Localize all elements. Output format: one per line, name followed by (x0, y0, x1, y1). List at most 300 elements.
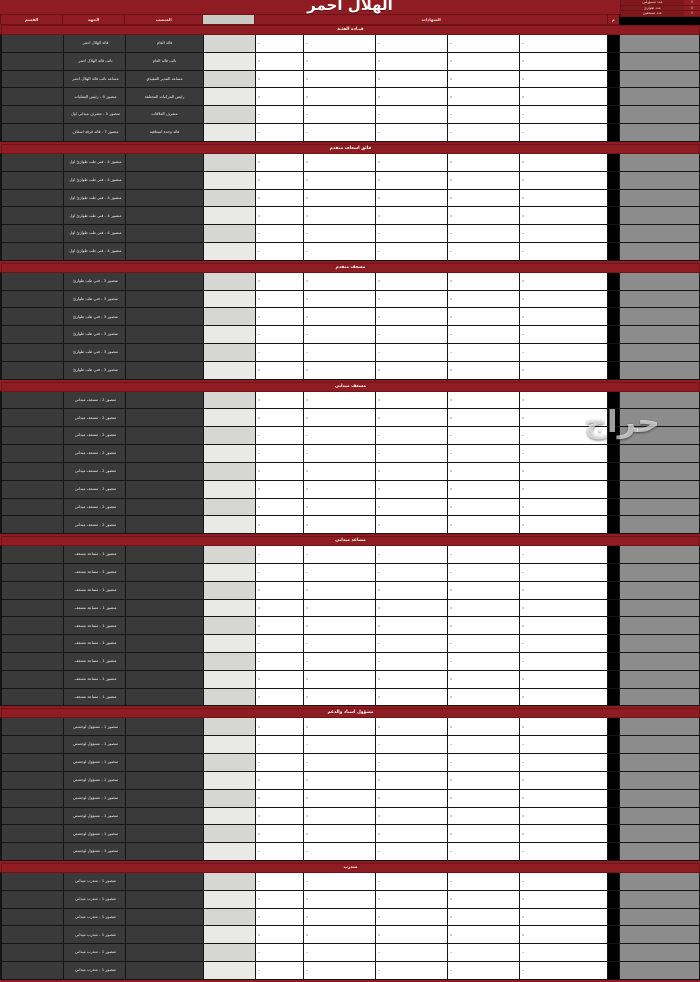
position-cell[interactable] (126, 189, 204, 207)
certificate-cell[interactable] (448, 926, 520, 944)
table-row[interactable] (1, 962, 700, 980)
dept-cell[interactable] (1, 498, 63, 516)
certificate-cell[interactable] (376, 391, 448, 409)
national-id-cell[interactable] (620, 361, 700, 379)
unit-cell[interactable]: منصور 4 - فني طب طوارئ اول (64, 153, 126, 171)
position-cell[interactable] (126, 563, 204, 581)
unit-cell[interactable]: منصور 4 - فني طب طوارئ اول (64, 189, 126, 207)
name-cell[interactable] (204, 70, 256, 88)
table-row[interactable] (1, 718, 700, 736)
national-id-cell[interactable] (620, 290, 700, 308)
table-row[interactable] (1, 445, 700, 463)
badge-cell[interactable] (608, 635, 620, 653)
certificate-cell[interactable] (304, 272, 376, 290)
certificate-cell[interactable] (256, 754, 304, 772)
badge-cell[interactable] (608, 771, 620, 789)
certificate-cell[interactable] (376, 427, 448, 445)
dept-cell[interactable] (1, 480, 63, 498)
certificate-cell[interactable] (376, 326, 448, 344)
certificate-cell[interactable] (520, 843, 608, 861)
certificate-cell[interactable] (448, 427, 520, 445)
certificate-cell[interactable] (256, 516, 304, 534)
certificate-cell[interactable] (520, 962, 608, 980)
national-id-cell[interactable] (620, 480, 700, 498)
certificate-cell[interactable] (448, 290, 520, 308)
name-cell[interactable] (204, 189, 256, 207)
certificate-cell[interactable] (448, 409, 520, 427)
certificate-cell[interactable] (376, 225, 448, 243)
unit-cell[interactable]: منصور 2 - مسعف ميداني (64, 498, 126, 516)
table-row[interactable] (1, 563, 700, 581)
certificate-cell[interactable] (520, 326, 608, 344)
name-cell[interactable] (204, 789, 256, 807)
certificate-cell[interactable] (304, 825, 376, 843)
badge-cell[interactable] (608, 290, 620, 308)
certificate-cell[interactable] (304, 944, 376, 962)
certificate-cell[interactable] (376, 617, 448, 635)
name-cell[interactable] (204, 272, 256, 290)
certificate-cell[interactable] (520, 124, 608, 142)
badge-cell[interactable] (608, 718, 620, 736)
badge-cell[interactable] (608, 153, 620, 171)
certificate-cell[interactable] (448, 807, 520, 825)
unit-cell[interactable]: قائد الهلال احمر (64, 35, 126, 53)
national-id-cell[interactable] (620, 106, 700, 124)
table-row[interactable] (1, 890, 700, 908)
table-row[interactable] (1, 825, 700, 843)
dept-cell[interactable] (1, 290, 63, 308)
name-cell[interactable] (204, 944, 256, 962)
name-cell[interactable] (204, 462, 256, 480)
certificate-cell[interactable] (376, 344, 448, 362)
certificate-cell[interactable] (520, 462, 608, 480)
national-id-cell[interactable] (620, 872, 700, 890)
name-cell[interactable] (204, 344, 256, 362)
table-row[interactable] (1, 599, 700, 617)
name-cell[interactable] (204, 52, 256, 70)
table-row[interactable] (1, 635, 700, 653)
certificate-cell[interactable] (448, 153, 520, 171)
unit-cell[interactable]: منصور 5 - مشرف ميداني اول (64, 106, 126, 124)
national-id-cell[interactable] (620, 908, 700, 926)
position-cell[interactable] (126, 581, 204, 599)
position-cell[interactable] (126, 908, 204, 926)
dept-cell[interactable] (1, 171, 63, 189)
national-id-cell[interactable] (620, 789, 700, 807)
table-row[interactable] (1, 462, 700, 480)
name-cell[interactable] (204, 962, 256, 980)
position-cell[interactable]: مشرف العلاقات (126, 106, 204, 124)
table-row[interactable] (1, 807, 700, 825)
certificate-cell[interactable] (448, 344, 520, 362)
certificate-cell[interactable] (256, 242, 304, 260)
table-row[interactable] (1, 427, 700, 445)
name-cell[interactable] (204, 445, 256, 463)
certificate-cell[interactable] (520, 225, 608, 243)
certificate-cell[interactable] (376, 290, 448, 308)
certificate-cell[interactable] (304, 344, 376, 362)
name-cell[interactable] (204, 242, 256, 260)
certificate-cell[interactable] (256, 409, 304, 427)
certificate-cell[interactable] (520, 171, 608, 189)
dept-cell[interactable] (1, 272, 63, 290)
table-row[interactable] (1, 688, 700, 706)
unit-cell[interactable]: منصور 1 - مساعد مسعف (64, 653, 126, 671)
dept-cell[interactable] (1, 581, 63, 599)
dept-cell[interactable] (1, 890, 63, 908)
national-id-cell[interactable] (620, 843, 700, 861)
certificate-cell[interactable] (448, 825, 520, 843)
certificate-cell[interactable] (376, 308, 448, 326)
certificate-cell[interactable] (448, 581, 520, 599)
certificate-cell[interactable] (520, 35, 608, 53)
certificate-cell[interactable] (256, 171, 304, 189)
certificate-cell[interactable] (376, 563, 448, 581)
certificate-cell[interactable] (304, 88, 376, 106)
position-cell[interactable] (126, 516, 204, 534)
certificate-cell[interactable] (256, 153, 304, 171)
unit-cell[interactable]: منصور 1 - مسؤول لوجستي (64, 736, 126, 754)
dept-cell[interactable] (2, 825, 64, 843)
dept-cell[interactable] (1, 653, 63, 671)
unit-cell[interactable]: منصور 1 - مسؤول لوجستي (64, 789, 126, 807)
certificate-cell[interactable] (304, 171, 376, 189)
certificate-cell[interactable] (376, 88, 448, 106)
certificate-cell[interactable] (256, 789, 304, 807)
position-cell[interactable] (126, 872, 204, 890)
certificate-cell[interactable] (520, 516, 608, 534)
dept-cell[interactable] (1, 189, 63, 207)
national-id-cell[interactable] (620, 771, 700, 789)
position-cell[interactable]: مساعد المدير التنفيذي (126, 70, 204, 88)
national-id-cell[interactable] (620, 409, 700, 427)
unit-cell[interactable]: مساعد نائب قائد الهلال احمر (64, 70, 126, 88)
badge-cell[interactable] (608, 225, 620, 243)
certificate-cell[interactable] (376, 498, 448, 516)
name-cell[interactable] (204, 171, 256, 189)
name-cell[interactable] (204, 563, 256, 581)
table-row[interactable] (1, 272, 700, 290)
certificate-cell[interactable] (376, 754, 448, 772)
certificate-cell[interactable] (304, 617, 376, 635)
unit-cell[interactable]: منصور 2 - مسعف ميداني (64, 462, 126, 480)
certificate-cell[interactable] (304, 718, 376, 736)
certificate-cell[interactable] (520, 908, 608, 926)
unit-cell[interactable]: منصور 4 - فني طب طوارئ اول (64, 207, 126, 225)
certificate-cell[interactable] (256, 225, 304, 243)
unit-cell[interactable]: منصور 1 - مساعد مسعف (64, 546, 126, 564)
national-id-cell[interactable] (620, 326, 700, 344)
certificate-cell[interactable] (448, 688, 520, 706)
certificate-cell[interactable] (376, 52, 448, 70)
position-cell[interactable] (126, 688, 204, 706)
table-row[interactable] (1, 391, 700, 409)
certificate-cell[interactable] (304, 308, 376, 326)
badge-cell[interactable] (608, 409, 620, 427)
national-id-cell[interactable] (620, 635, 700, 653)
table-row[interactable] (1, 843, 700, 861)
position-cell[interactable] (126, 771, 204, 789)
unit-cell[interactable]: منصور 1 - متدرب ميداني (64, 944, 126, 962)
national-id-cell[interactable] (620, 736, 700, 754)
certificate-cell[interactable] (376, 445, 448, 463)
certificate-cell[interactable] (520, 498, 608, 516)
certificate-cell[interactable] (448, 516, 520, 534)
table-row[interactable] (1, 326, 700, 344)
certificate-cell[interactable] (256, 361, 304, 379)
certificate-cell[interactable] (376, 516, 448, 534)
badge-cell[interactable] (608, 344, 620, 362)
table-row[interactable] (1, 153, 700, 171)
certificate-cell[interactable] (376, 70, 448, 88)
certificate-cell[interactable] (520, 290, 608, 308)
unit-cell[interactable]: منصور 2 - مسعف ميداني (64, 516, 126, 534)
certificate-cell[interactable] (376, 926, 448, 944)
dept-cell[interactable] (1, 872, 63, 890)
national-id-cell[interactable] (620, 718, 700, 736)
national-id-cell[interactable] (620, 242, 700, 260)
certificate-cell[interactable] (520, 546, 608, 564)
certificate-cell[interactable] (448, 124, 520, 142)
certificate-cell[interactable] (376, 908, 448, 926)
certificate-cell[interactable] (304, 445, 376, 463)
name-cell[interactable] (204, 207, 256, 225)
certificate-cell[interactable] (256, 427, 304, 445)
certificate-cell[interactable] (304, 391, 376, 409)
dept-cell[interactable] (1, 908, 63, 926)
certificate-cell[interactable] (448, 843, 520, 861)
badge-cell[interactable] (608, 361, 620, 379)
certificate-cell[interactable] (376, 599, 448, 617)
position-cell[interactable] (126, 171, 204, 189)
certificate-cell[interactable] (520, 599, 608, 617)
certificate-cell[interactable] (376, 944, 448, 962)
name-cell[interactable] (204, 635, 256, 653)
unit-cell[interactable]: منصور 1 - مسؤول لوجستي (64, 825, 126, 843)
certificate-cell[interactable] (376, 153, 448, 171)
name-cell[interactable] (204, 326, 256, 344)
certificate-cell[interactable] (256, 962, 304, 980)
national-id-cell[interactable] (620, 88, 700, 106)
certificate-cell[interactable] (520, 409, 608, 427)
national-id-cell[interactable] (620, 52, 700, 70)
national-id-cell[interactable] (620, 207, 700, 225)
name-cell[interactable] (204, 581, 256, 599)
certificate-cell[interactable] (304, 189, 376, 207)
certificate-cell[interactable] (520, 70, 608, 88)
position-cell[interactable] (126, 617, 204, 635)
certificate-cell[interactable] (304, 789, 376, 807)
certificate-cell[interactable] (448, 106, 520, 124)
certificate-cell[interactable] (448, 480, 520, 498)
name-cell[interactable] (204, 670, 256, 688)
table-row[interactable] (1, 52, 700, 70)
position-cell[interactable] (126, 944, 204, 962)
certificate-cell[interactable] (304, 736, 376, 754)
certificate-cell[interactable] (520, 754, 608, 772)
badge-cell[interactable] (608, 189, 620, 207)
unit-cell[interactable]: منصور 2 - مسعف ميداني (64, 391, 126, 409)
dept-cell[interactable] (1, 635, 63, 653)
table-row[interactable] (1, 88, 700, 106)
national-id-cell[interactable] (620, 35, 700, 53)
table-row[interactable] (1, 754, 700, 772)
dept-cell[interactable] (2, 843, 64, 861)
certificate-cell[interactable] (304, 462, 376, 480)
certificate-cell[interactable] (376, 272, 448, 290)
table-row[interactable] (1, 789, 700, 807)
certificate-cell[interactable] (256, 718, 304, 736)
certificate-cell[interactable] (448, 308, 520, 326)
certificate-cell[interactable] (448, 872, 520, 890)
table-row[interactable] (1, 70, 700, 88)
badge-cell[interactable] (608, 736, 620, 754)
name-cell[interactable] (204, 290, 256, 308)
badge-cell[interactable] (608, 581, 620, 599)
certificate-cell[interactable] (304, 409, 376, 427)
table-row[interactable] (1, 516, 700, 534)
position-cell[interactable] (126, 361, 204, 379)
national-id-cell[interactable] (620, 153, 700, 171)
table-row[interactable] (1, 617, 700, 635)
certificate-cell[interactable] (520, 617, 608, 635)
badge-cell[interactable] (608, 962, 620, 980)
dept-cell[interactable] (1, 106, 63, 124)
dept-cell[interactable] (1, 207, 63, 225)
certificate-cell[interactable] (304, 225, 376, 243)
certificate-cell[interactable] (376, 736, 448, 754)
certificate-cell[interactable] (448, 736, 520, 754)
table-row[interactable] (1, 308, 700, 326)
dept-cell[interactable] (1, 546, 63, 564)
unit-cell[interactable]: منصور 1 - مساعد مسعف (64, 670, 126, 688)
badge-cell[interactable] (608, 807, 620, 825)
dept-cell[interactable] (1, 688, 63, 706)
badge-cell[interactable] (608, 944, 620, 962)
dept-cell[interactable] (1, 344, 63, 362)
national-id-cell[interactable] (620, 391, 700, 409)
table-row[interactable] (1, 171, 700, 189)
search-input[interactable] (203, 15, 255, 25)
position-cell[interactable]: قائد وحدة اسعافية (126, 124, 204, 142)
certificate-cell[interactable] (256, 480, 304, 498)
dept-cell[interactable] (1, 445, 63, 463)
certificate-cell[interactable] (448, 546, 520, 564)
position-cell[interactable] (126, 498, 204, 516)
national-id-cell[interactable] (620, 581, 700, 599)
certificate-cell[interactable] (304, 290, 376, 308)
certificate-cell[interactable] (448, 445, 520, 463)
position-cell[interactable] (126, 926, 204, 944)
certificate-cell[interactable] (448, 617, 520, 635)
unit-cell[interactable]: منصور 7 - قائد فرقة اسعاف (64, 124, 126, 142)
certificate-cell[interactable] (520, 581, 608, 599)
badge-cell[interactable] (608, 445, 620, 463)
certificate-cell[interactable] (376, 807, 448, 825)
unit-cell[interactable]: منصور 2 - مسعف ميداني (64, 445, 126, 463)
name-cell[interactable] (204, 106, 256, 124)
certificate-cell[interactable] (448, 890, 520, 908)
certificate-cell[interactable] (376, 635, 448, 653)
certificate-cell[interactable] (304, 70, 376, 88)
dept-cell[interactable] (1, 563, 63, 581)
certificate-cell[interactable] (304, 962, 376, 980)
certificate-cell[interactable] (304, 35, 376, 53)
name-cell[interactable] (204, 736, 256, 754)
position-cell[interactable] (126, 427, 204, 445)
certificate-cell[interactable] (448, 70, 520, 88)
name-cell[interactable] (204, 88, 256, 106)
badge-cell[interactable] (608, 653, 620, 671)
table-row[interactable] (1, 771, 700, 789)
certificate-cell[interactable] (520, 88, 608, 106)
certificate-cell[interactable] (448, 563, 520, 581)
certificate-cell[interactable] (256, 546, 304, 564)
national-id-cell[interactable] (620, 546, 700, 564)
unit-cell[interactable]: منصور 4 - فني طب طوارئ اول (64, 225, 126, 243)
national-id-cell[interactable] (620, 272, 700, 290)
dept-cell[interactable] (1, 391, 63, 409)
certificate-cell[interactable] (376, 581, 448, 599)
position-cell[interactable] (126, 153, 204, 171)
table-row[interactable] (1, 242, 700, 260)
name-cell[interactable] (204, 516, 256, 534)
unit-cell[interactable]: منصور 1 - مساعد مسعف (64, 563, 126, 581)
certificate-cell[interactable] (520, 688, 608, 706)
certificate-cell[interactable] (376, 771, 448, 789)
dept-cell[interactable] (1, 944, 63, 962)
certificate-cell[interactable] (256, 326, 304, 344)
certificate-cell[interactable] (376, 653, 448, 671)
badge-cell[interactable] (608, 872, 620, 890)
certificate-cell[interactable] (256, 70, 304, 88)
badge-cell[interactable] (608, 670, 620, 688)
name-cell[interactable] (204, 409, 256, 427)
certificate-cell[interactable] (304, 153, 376, 171)
dept-cell[interactable] (2, 736, 64, 754)
certificate-cell[interactable] (256, 807, 304, 825)
position-cell[interactable] (126, 207, 204, 225)
national-id-cell[interactable] (620, 653, 700, 671)
badge-cell[interactable] (608, 843, 620, 861)
unit-cell[interactable]: منصور 1 - متدرب ميداني (64, 908, 126, 926)
certificate-cell[interactable] (256, 272, 304, 290)
certificate-cell[interactable] (304, 926, 376, 944)
certificate-cell[interactable] (520, 944, 608, 962)
badge-cell[interactable] (608, 88, 620, 106)
certificate-cell[interactable] (520, 308, 608, 326)
table-row[interactable] (1, 106, 700, 124)
unit-cell[interactable]: منصور 3 - فني طب طوارئ (64, 326, 126, 344)
table-row[interactable] (1, 581, 700, 599)
unit-cell[interactable]: منصور 4 - فني طب طوارئ اول (64, 242, 126, 260)
national-id-cell[interactable] (620, 944, 700, 962)
certificate-cell[interactable] (304, 106, 376, 124)
table-row[interactable] (1, 189, 700, 207)
national-id-cell[interactable] (620, 563, 700, 581)
certificate-cell[interactable] (448, 498, 520, 516)
badge-cell[interactable] (608, 789, 620, 807)
certificate-cell[interactable] (520, 427, 608, 445)
certificate-cell[interactable] (304, 807, 376, 825)
certificate-cell[interactable] (256, 344, 304, 362)
badge-cell[interactable] (608, 688, 620, 706)
position-cell[interactable] (126, 546, 204, 564)
table-row[interactable] (1, 944, 700, 962)
badge-cell[interactable] (608, 207, 620, 225)
certificate-cell[interactable] (256, 926, 304, 944)
certificate-cell[interactable] (304, 207, 376, 225)
